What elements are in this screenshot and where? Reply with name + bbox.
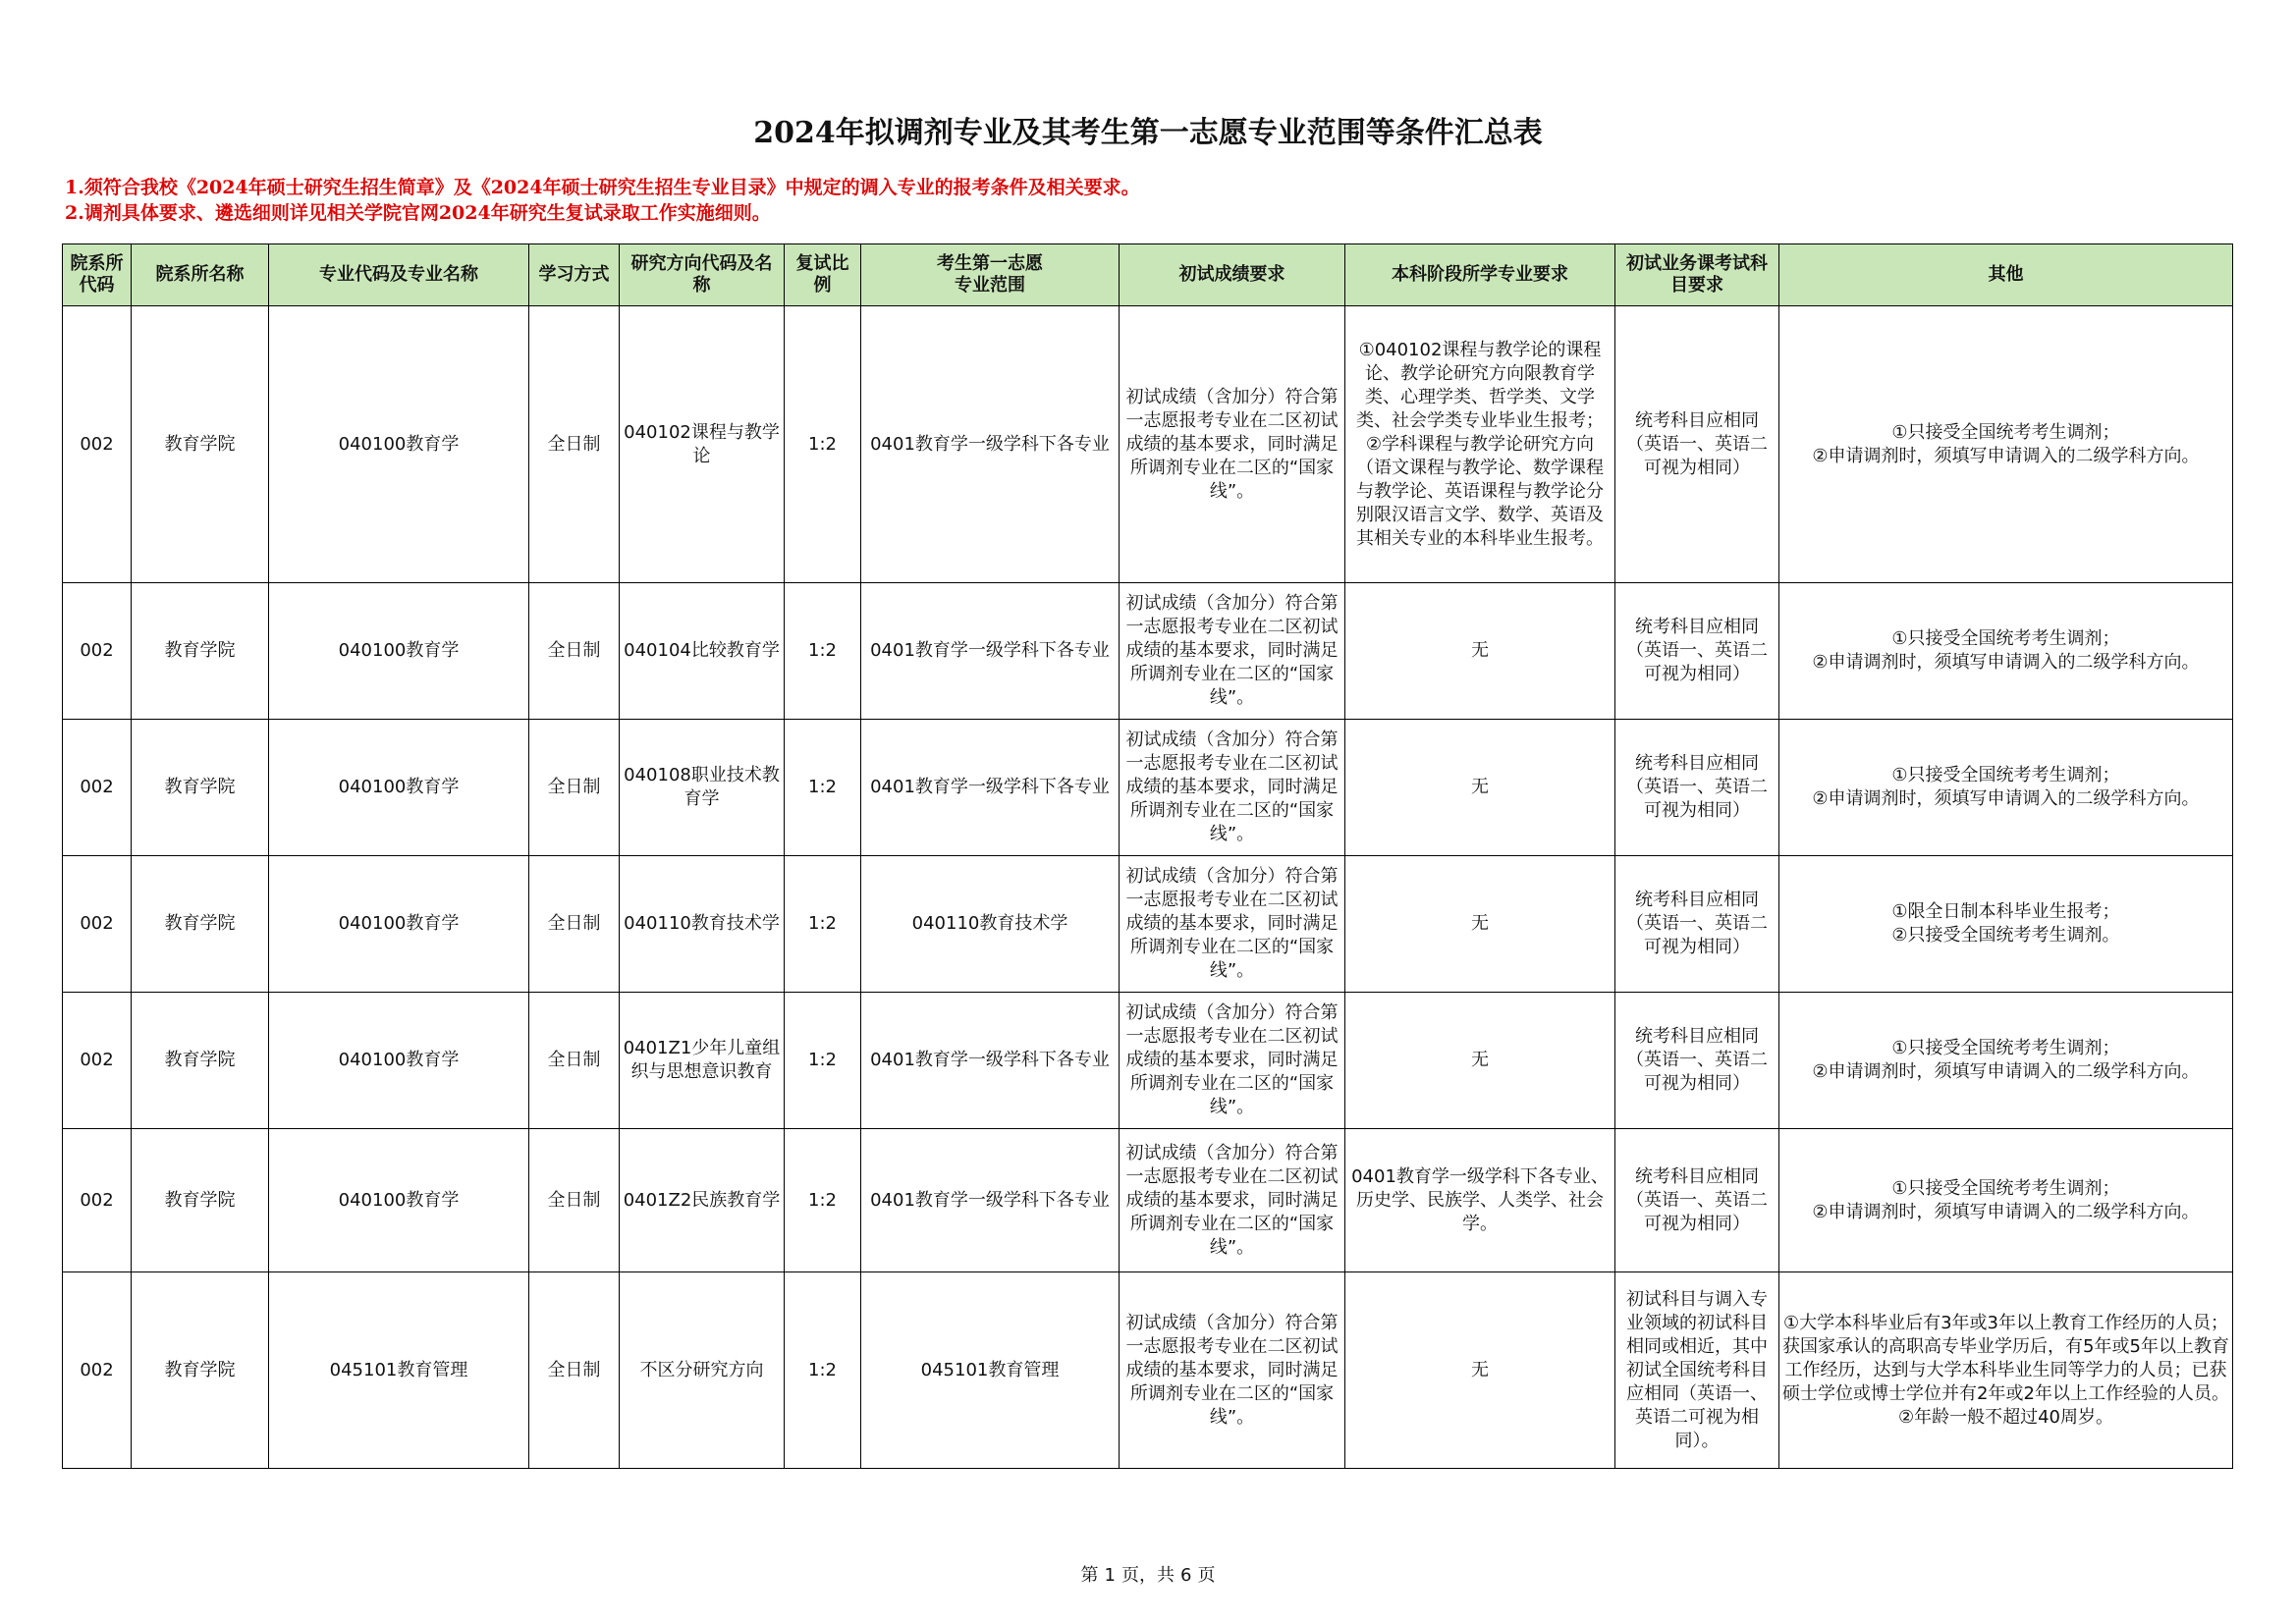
- cell-direction: 0401Z2民族教育学: [620, 1129, 785, 1272]
- note-2: 2.调剂具体要求、遴选细则详见相关学院官网2024年研究生复试录取工作实施细则。: [65, 202, 771, 224]
- cell-major: 045101教育管理: [269, 1272, 529, 1469]
- header-first-choice: 考生第一志愿 专业范围: [861, 244, 1120, 306]
- cell-direction: 不区分研究方向: [620, 1272, 785, 1469]
- cell-mode: 全日制: [529, 306, 620, 583]
- cell-score-req: 初试成绩（含加分）符合第一志愿报考专业在二区初试成绩的基本要求，同时满足所调剂专业在二区的“国家线”。: [1120, 1272, 1345, 1469]
- cell-direction: 040110教育技术学: [620, 856, 785, 993]
- cell-mode: 全日制: [529, 993, 620, 1129]
- cell-exam-req: 统考科目应相同（英语一、英语二可视为相同）: [1615, 1129, 1779, 1272]
- cell-mode: 全日制: [529, 1272, 620, 1469]
- cell-ratio: 1:2: [785, 583, 861, 720]
- cell-undergrad-req: 无: [1345, 856, 1615, 993]
- cell-dept-name: 教育学院: [132, 856, 269, 993]
- cell-exam-req: 统考科目应相同（英语一、英语二可视为相同）: [1615, 856, 1779, 993]
- cell-exam-req: 统考科目应相同（英语一、英语二可视为相同）: [1615, 583, 1779, 720]
- cell-mode: 全日制: [529, 720, 620, 856]
- cell-first-choice: 045101教育管理: [861, 1272, 1120, 1469]
- header-score-req: 初试成绩要求: [1120, 244, 1345, 306]
- page-title: 2024年拟调剂专业及其考生第一志愿专业范围等条件汇总表: [753, 116, 1543, 150]
- cell-other: ①大学本科毕业后有3年或3年以上教育工作经历的人员；获国家承认的高职高专毕业学历后，有5年或5年以上教育工作经历，达到与大学本科毕业生同等学力的人员；已获硕士学位或博士学位并有2年或2年以上工作经验的人员。 ②年龄一般不超过40周岁。: [1779, 1272, 2233, 1469]
- cell-dept-name: 教育学院: [132, 583, 269, 720]
- cell-other: ①限全日制本科毕业生报考； ②只接受全国统考考生调剂。: [1779, 856, 2233, 993]
- header-major: 专业代码及专业名称: [269, 244, 529, 306]
- cell-dept-name: 教育学院: [132, 993, 269, 1129]
- cell-other: ①只接受全国统考考生调剂； ②申请调剂时，须填写申请调入的二级学科方向。: [1779, 993, 2233, 1129]
- cell-dept-name: 教育学院: [132, 1129, 269, 1272]
- cell-ratio: 1:2: [785, 1272, 861, 1469]
- cell-ratio: 1:2: [785, 1129, 861, 1272]
- cell-first-choice: 0401教育学一级学科下各专业: [861, 993, 1120, 1129]
- cell-mode: 全日制: [529, 1129, 620, 1272]
- table-row: [63, 1129, 2233, 1272]
- cell-mode: 全日制: [529, 856, 620, 993]
- header-mode: 学习方式: [529, 244, 620, 306]
- cell-score-req: 初试成绩（含加分）符合第一志愿报考专业在二区初试成绩的基本要求，同时满足所调剂专业在二区的“国家线”。: [1120, 993, 1345, 1129]
- header-dept-name: 院系所名称: [132, 244, 269, 306]
- cell-first-choice: 040110教育技术学: [861, 856, 1120, 993]
- cell-score-req: 初试成绩（含加分）符合第一志愿报考专业在二区初试成绩的基本要求，同时满足所调剂专业在二区的“国家线”。: [1120, 583, 1345, 720]
- cell-direction: 040104比较教育学: [620, 583, 785, 720]
- cell-ratio: 1:2: [785, 306, 861, 583]
- cell-undergrad-req: ①040102课程与教学论的课程论、教学论研究方向限教育学类、心理学类、哲学类、文学类、社会学类专业毕业生报考； ②学科课程与教学论研究方向（语文课程与教学论、数学课程与教学论、英语课程与教学论分别限汉语言文学、数学、英语及其相关专业的本科毕业生报考。: [1345, 306, 1615, 583]
- cell-score-req: 初试成绩（含加分）符合第一志愿报考专业在二区初试成绩的基本要求，同时满足所调剂专业在二区的“国家线”。: [1120, 856, 1345, 993]
- cell-exam-req: 统考科目应相同（英语一、英语二可视为相同）: [1615, 306, 1779, 583]
- cell-first-choice: 0401教育学一级学科下各专业: [861, 1129, 1120, 1272]
- cell-major: 040100教育学: [269, 306, 529, 583]
- cell-other: ①只接受全国统考考生调剂； ②申请调剂时，须填写申请调入的二级学科方向。: [1779, 720, 2233, 856]
- cell-dept-code: 002: [63, 993, 132, 1129]
- footer-mid: 页，共: [1121, 1565, 1175, 1586]
- footer-prefix: 第: [1080, 1565, 1099, 1586]
- header-dept-code: 院系所代码: [63, 244, 132, 306]
- table-row: [63, 306, 2233, 583]
- cell-undergrad-req: 无: [1345, 993, 1615, 1129]
- cell-exam-req: 初试科目与调入专业领域的初试科目相同或相近，其中初试全国统考科目应相同（英语一、英语二可视为相同）。: [1615, 1272, 1779, 1469]
- cell-other: ①只接受全国统考考生调剂； ②申请调剂时，须填写申请调入的二级学科方向。: [1779, 1129, 2233, 1272]
- cell-score-req: 初试成绩（含加分）符合第一志愿报考专业在二区初试成绩的基本要求，同时满足所调剂专业在二区的“国家线”。: [1120, 720, 1345, 856]
- cell-undergrad-req: 无: [1345, 720, 1615, 856]
- cell-undergrad-req: 无: [1345, 1272, 1615, 1469]
- note-1: 1.须符合我校《2024年硕士研究生招生简章》及《2024年硕士研究生招生专业目录》中规定的调入专业的报考条件及相关要求。: [65, 177, 1140, 198]
- table-header-row: [63, 244, 2233, 306]
- cell-ratio: 1:2: [785, 993, 861, 1129]
- header-ratio: 复试比例: [785, 244, 861, 306]
- cell-exam-req: 统考科目应相同（英语一、英语二可视为相同）: [1615, 720, 1779, 856]
- cell-mode: 全日制: [529, 583, 620, 720]
- footer-total-pages: 6: [1180, 1565, 1192, 1586]
- cell-undergrad-req: 无: [1345, 583, 1615, 720]
- cell-other: ①只接受全国统考考生调剂； ②申请调剂时，须填写申请调入的二级学科方向。: [1779, 583, 2233, 720]
- cell-dept-code: 002: [63, 1272, 132, 1469]
- cell-direction: 040102课程与教学论: [620, 306, 785, 583]
- cell-score-req: 初试成绩（含加分）符合第一志愿报考专业在二区初试成绩的基本要求，同时满足所调剂专业在二区的“国家线”。: [1120, 1129, 1345, 1272]
- cell-major: 040100教育学: [269, 856, 529, 993]
- footer-suffix: 页: [1197, 1565, 1216, 1586]
- cell-exam-req: 统考科目应相同（英语一、英语二可视为相同）: [1615, 993, 1779, 1129]
- table-row: [63, 856, 2233, 993]
- cell-dept-code: 002: [63, 306, 132, 583]
- cell-dept-code: 002: [63, 720, 132, 856]
- cell-major: 040100教育学: [269, 720, 529, 856]
- header-undergrad-req: 本科阶段所学专业要求: [1345, 244, 1615, 306]
- table-row: [63, 1272, 2233, 1469]
- header-direction: 研究方向代码及名称: [620, 244, 785, 306]
- header-other: 其他: [1779, 244, 2233, 306]
- table-row: [63, 583, 2233, 720]
- cell-undergrad-req: 0401教育学一级学科下各专业、历史学、民族学、人类学、社会学。: [1345, 1129, 1615, 1272]
- footer-page-number: 1: [1104, 1565, 1116, 1586]
- cell-direction: 0401Z1少年儿童组织与思想意识教育: [620, 993, 785, 1129]
- table-body: [63, 306, 2233, 1469]
- page-footer: [0, 1561, 2296, 1587]
- cell-score-req: 初试成绩（含加分）符合第一志愿报考专业在二区初试成绩的基本要求，同时满足所调剂专业在二区的“国家线”。: [1120, 306, 1345, 583]
- cell-dept-name: 教育学院: [132, 306, 269, 583]
- cell-major: 040100教育学: [269, 993, 529, 1129]
- cell-dept-code: 002: [63, 1129, 132, 1272]
- cell-dept-code: 002: [63, 583, 132, 720]
- cell-first-choice: 0401教育学一级学科下各专业: [861, 306, 1120, 583]
- header-exam-req: 初试业务课考试科目要求: [1615, 244, 1779, 306]
- adjustment-table: [62, 243, 2233, 1469]
- table-row: [63, 720, 2233, 856]
- cell-other: ①只接受全国统考考生调剂； ②申请调剂时，须填写申请调入的二级学科方向。: [1779, 306, 2233, 583]
- cell-direction: 040108职业技术教育学: [620, 720, 785, 856]
- cell-major: 040100教育学: [269, 583, 529, 720]
- cell-dept-code: 002: [63, 856, 132, 993]
- cell-first-choice: 0401教育学一级学科下各专业: [861, 583, 1120, 720]
- cell-first-choice: 0401教育学一级学科下各专业: [861, 720, 1120, 856]
- cell-ratio: 1:2: [785, 856, 861, 993]
- cell-ratio: 1:2: [785, 720, 861, 856]
- notes: [65, 175, 1140, 226]
- cell-major: 040100教育学: [269, 1129, 529, 1272]
- cell-dept-name: 教育学院: [132, 720, 269, 856]
- cell-dept-name: 教育学院: [132, 1272, 269, 1469]
- table-row: [63, 993, 2233, 1129]
